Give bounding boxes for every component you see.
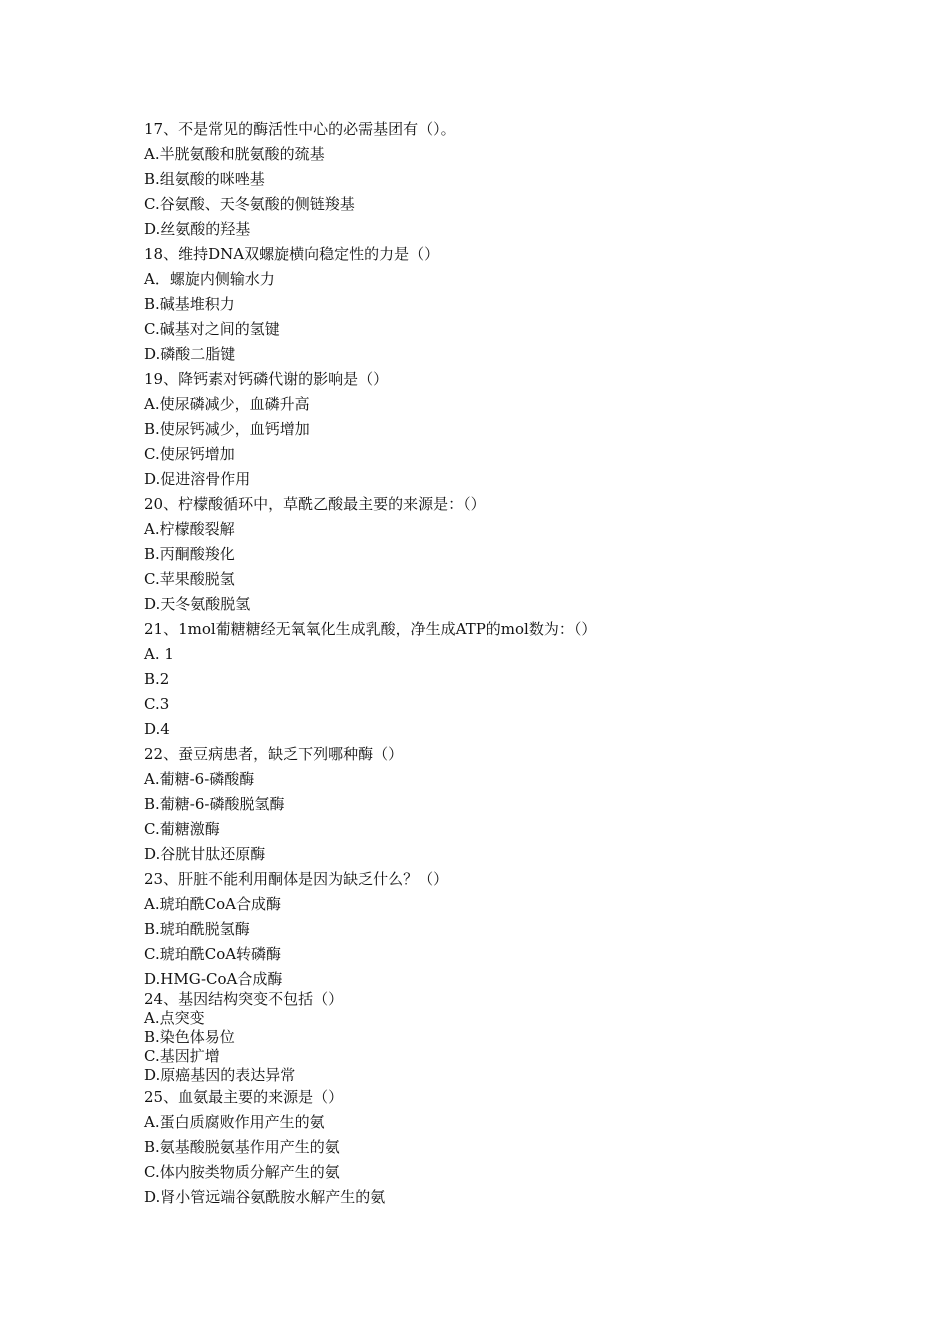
answer-option: C.谷氨酸、天冬氨酸的侧链羧基 [144, 195, 355, 213]
answer-option: B.2 [144, 670, 170, 688]
question-stem: 23、肝脏不能利用酮体是因为缺乏什么？（） [144, 870, 449, 888]
answer-option: B.染色体易位 [144, 1028, 235, 1046]
answer-option: A.琥珀酰CoA合成酶 [144, 895, 281, 913]
answer-option: B.碱基堆积力 [144, 295, 235, 313]
answer-option: B.丙酮酸羧化 [144, 545, 235, 563]
answer-option: C.碱基对之间的氢键 [144, 320, 280, 338]
answer-option: B.葡糖-6-磷酸脱氢酶 [144, 795, 285, 813]
answer-option: A．螺旋内侧输水力 [144, 270, 275, 288]
answer-option: A.柠檬酸裂解 [144, 520, 235, 538]
answer-option: C.葡糖激酶 [144, 820, 220, 838]
question-stem: 18、维持DNA双螺旋横向稳定性的力是（） [144, 245, 440, 263]
answer-option: A.葡糖-6-磷酸酶 [144, 770, 255, 788]
answer-option: D.原癌基因的表达异常 [144, 1066, 296, 1084]
question-stem: 17、不是常见的酶活性中心的必需基团有（）。 [144, 120, 456, 138]
answer-option: C.琥珀酰CoA转磷酶 [144, 945, 282, 963]
answer-option: D.肾小管远端谷氨酰胺水解产生的氨 [144, 1188, 386, 1206]
answer-option: D.4 [144, 720, 170, 738]
answer-option: D.磷酸二脂键 [144, 345, 236, 363]
answer-option: C.体内胺类物质分解产生的氨 [144, 1163, 340, 1181]
question-stem: 21、1mol葡糖糖经无氧氧化生成乳酸，净生成ATP的mol数为：（） [144, 620, 597, 638]
answer-option: C.基因扩增 [144, 1047, 220, 1065]
answer-option: D.丝氨酸的羟基 [144, 220, 251, 238]
answer-option: A. 1 [144, 645, 174, 663]
question-stem: 22、蚕豆病患者，缺乏下列哪种酶（） [144, 745, 404, 763]
answer-option: B.使尿钙减少，血钙增加 [144, 420, 310, 438]
question-stem: 20、柠檬酸循环中，草酰乙酸最主要的来源是：（） [144, 495, 486, 513]
question-stem: 25、血氨最主要的来源是（） [144, 1088, 344, 1106]
answer-option: B.氨基酸脱氨基作用产生的氨 [144, 1138, 340, 1156]
answer-option: A.蛋白质腐败作用产生的氨 [144, 1113, 325, 1131]
answer-option: D.谷胱甘肽还原酶 [144, 845, 266, 863]
answer-option: B.组氨酸的咪唑基 [144, 170, 265, 188]
answer-option: D.促进溶骨作用 [144, 470, 251, 488]
answer-option: D.HMG-CoA合成酶 [144, 970, 283, 988]
answer-option: B.琥珀酰脱氢酶 [144, 920, 250, 938]
answer-option: A.半胱氨酸和胱氨酸的巯基 [144, 145, 325, 163]
answer-option: C.苹果酸脱氢 [144, 570, 235, 588]
question-stem: 19、降钙素对钙磷代谢的影响是（） [144, 370, 389, 388]
question-stem: 24、基因结构突变不包括（） [144, 990, 344, 1008]
answer-option: A.点突变 [144, 1009, 205, 1027]
answer-option: A.使尿磷减少，血磷升高 [144, 395, 310, 413]
answer-option: D.天冬氨酸脱氢 [144, 595, 251, 613]
answer-option: C.3 [144, 695, 170, 713]
answer-option: C.使尿钙增加 [144, 445, 235, 463]
